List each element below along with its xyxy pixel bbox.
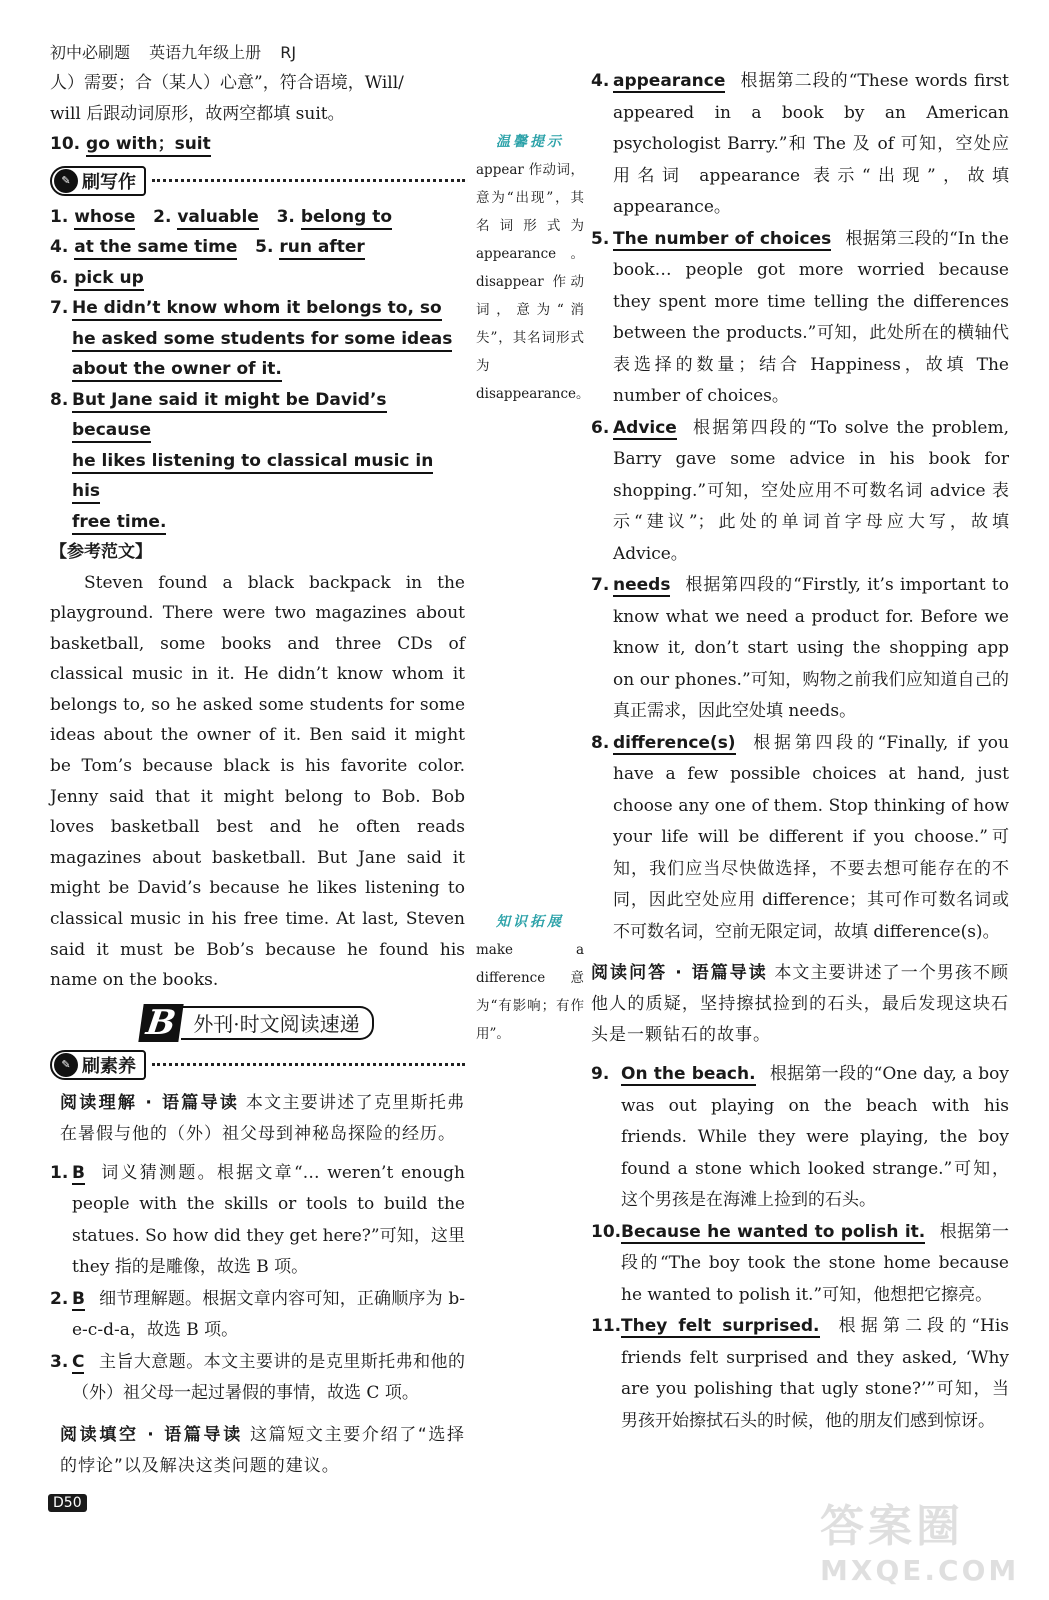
- answer-item-6: 6. Advice 根据第四段的“To solve the problem, Barry gave some advice in his book for shopping.”可知，空处应用不可数名词 advice 表示“建议”；此处的单词首字母应大写，故填 Advice。: [591, 417, 1009, 564]
- extension-title: 知识拓展: [496, 914, 564, 930]
- dotted-divider: [152, 1063, 465, 1066]
- answer-item-11: 11. They felt surprised. 根据第二段的“His friends felt surprised and they asked, ‘Why are you polishing that ugly stone?’”可知，当男孩开始擦拭石头的时候，他的朋友们感到惊讶。: [591, 1316, 1009, 1431]
- question-3: 3. C 主旨大意题。本文主要讲的是克里斯托弗和他的（外）祖父母一起过暑假的事情，故选 C 项。: [50, 1351, 465, 1404]
- writing-row-3: 6. pick up: [50, 263, 465, 294]
- q10-answer: 10. go with；suit: [50, 129, 465, 160]
- question-1: 1. B 词义猜测题。根据文章“… weren’t enough people with the skills or tools to build the statues. So how did they get here?”可知，这里 they 指的是雕像，故选 B 项。: [50, 1162, 465, 1278]
- answer-item-5: 5. The number of choices 根据第三段的“In the book… people got more worried because they spent more time telling the differences between the products.”可知，此处所在的横轴代表选择的数量；结合 Happiness，故填 The number of choices。: [591, 228, 1009, 406]
- edition: RJ: [280, 43, 297, 62]
- writing-section-tag: [50, 164, 465, 198]
- answer-item-8: 8. difference(s) 根据第四段的“Finally, if you have a few possible choices at hand, just choose any one of them. Stop thinking of how your life will be different if you choose.”可知，我们应当尽快做选择，不要去想可能存在的不同，因此空处应用 difference；其可作可数名词或不可数名词，空前无限定词，故填 difference(s)。: [591, 732, 1009, 942]
- intro-line-2: will 后跟动词原形，故两空都填 suit。: [50, 103, 345, 124]
- answer-item-7: 7. needs 根据第四段的“Firstly, it’s important to know what we need a product for. Before we know it, don’t start using the shopping app on our phones.”可知，购物之前我们应知道自己的真正需求，因此空处填 needs。: [591, 575, 1009, 721]
- reading2-guide: 阅读填空 · 语篇导读 这篇短文主要介绍了“选择的悖论”以及解决这类问题的建议。: [60, 1424, 466, 1476]
- right-column: [591, 66, 1009, 1437]
- book-title: 初中必刷题: [50, 43, 131, 62]
- answer-item-9: 9. On the beach. 根据第一段的“One day, a boy was out playing on the beach with his friends. While they were playing, the boy found a stone which looked strange.”可知，这个男孩是在海滩上捡到的石头。: [591, 1064, 1009, 1210]
- page-header: [50, 40, 310, 63]
- pen-icon: ✎: [54, 1053, 78, 1077]
- pen-icon: ✎: [54, 169, 78, 193]
- intro-line-1: 人）需要；合（某人）心意”，符合语境，Will/: [50, 73, 404, 93]
- dotted-divider: [152, 179, 465, 182]
- answer-item-4: 4. appearance 根据第二段的“These words first appeared in a book by an American psychologist Barry.”和 The 及 of 可知，空处应用名词 appearance 表示“出现”，故填 appearance。: [591, 71, 1009, 217]
- section-b-title: 外刊·时文阅读速递: [181, 1006, 373, 1040]
- hint-note: [476, 128, 590, 408]
- literacy-badge: ✎ 刷素养: [50, 1050, 146, 1080]
- literacy-section-tag: [50, 1048, 465, 1082]
- writing-badge: ✎ 刷写作: [50, 166, 146, 196]
- writing-row-2: 4. at the same time 5. run after: [50, 232, 465, 263]
- extension-text: make a difference 意为“有影响；有作用”。: [476, 942, 584, 1042]
- sentence-8: 8. But Jane said it might be David’s because he likes listening to classical music in his free time.: [50, 385, 465, 538]
- reference-essay: Steven found a black backpack in the playground. There were two magazines about basketball, some books and three CDs of classical music in it. He didn’t know whom it belongs to, so he asked some students for some ideas about the owner of it. Ben said it might be Tom’s because black is his favorite color. Jenny said that it might belong to Bob. Bob loves basketball best and he often reads magazines about basketball. But Jane said it might be David’s because he likes listening to classical music in his free time. At last, Steven said it must be Bob’s because he found his name on the books.: [50, 572, 465, 991]
- qa-guide: 阅读问答 · 语篇导读 本文主要讲述了一个男孩不顾他人的质疑，坚持擦拭捡到的石头，最后发现这块石头是一颗钻石的故事。: [591, 963, 1010, 1045]
- hint-text: appear 作动词，意为“出现”，其名词形式为 appearance。disappear 作动词，意为“消失”，其名词形式为 disappearance。: [476, 162, 590, 402]
- extension-note: [476, 908, 584, 1048]
- writing-row-1: 1. whose 2. valuable 3. belong to: [50, 202, 465, 233]
- subject-title: 英语九年级上册: [149, 43, 262, 62]
- reading1-questions: [50, 1158, 465, 1410]
- reference-title: 【参考范文】: [50, 542, 152, 562]
- left-column: [50, 68, 465, 1482]
- answer-item-10: 10. Because he wanted to polish it. 根据第一段的“The boy took the stone home because he wanted to polish it.”可知，他想把它擦亮。: [591, 1221, 1009, 1305]
- section-b-banner: [50, 1004, 465, 1042]
- page-number: D50: [48, 1494, 87, 1512]
- qa-answers: [591, 1059, 1009, 1437]
- question-2: 2. B 细节理解题。根据文章内容可知，正确顺序为 b-e-c-d-a，故选 B 项。: [50, 1288, 465, 1341]
- watermark-logo: 答案圈 MXQE.COM: [820, 1501, 1020, 1587]
- sentence-7: 7. He didn’t know whom it belongs to, so he asked some students for some ideas about the owner of it.: [50, 293, 465, 385]
- section-b-letter: B: [139, 1004, 184, 1042]
- reading1-guide: 阅读理解 · 语篇导读 本文主要讲述了克里斯托弗在暑假与他的（外）祖父母到神秘岛探险的经历。: [60, 1092, 466, 1144]
- hint-title: 温馨提示: [496, 134, 564, 150]
